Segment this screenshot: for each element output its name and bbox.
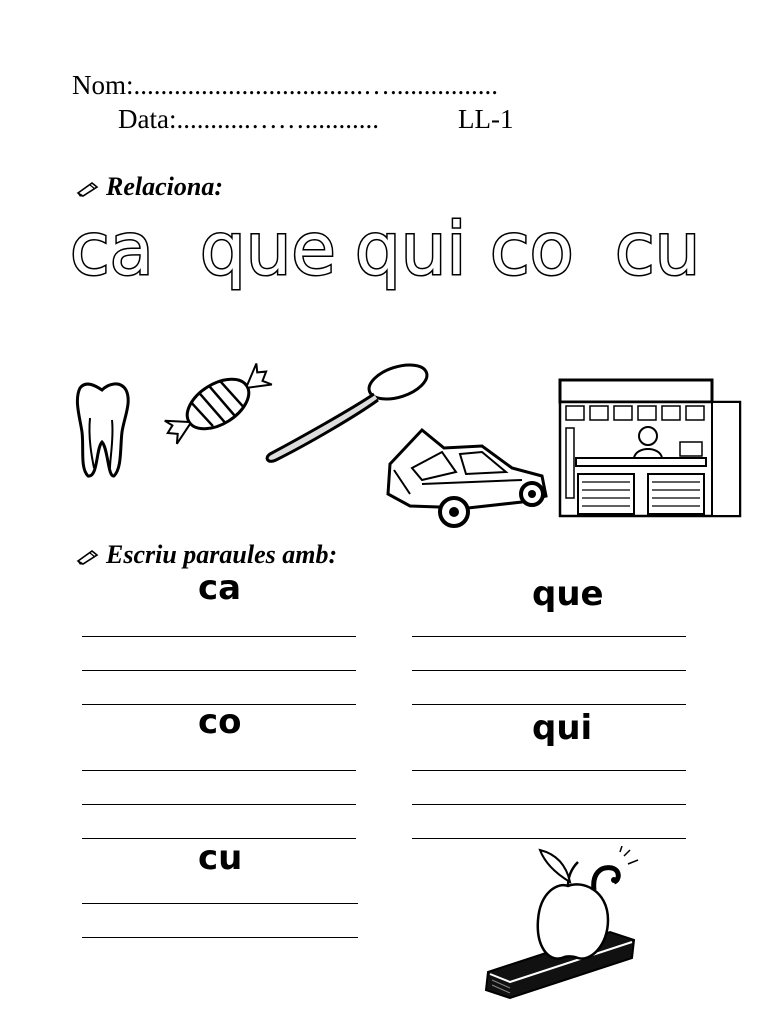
- group-label-co: co: [198, 702, 242, 742]
- writing-line[interactable]: [82, 670, 356, 671]
- kiosk-image: [556, 378, 748, 520]
- group-label-que: que: [532, 574, 604, 614]
- group-label-qui: qui: [532, 708, 593, 748]
- writing-line[interactable]: [82, 704, 356, 705]
- group-label-cu: cu: [198, 838, 243, 878]
- section-relaciona-text: Relaciona:: [106, 172, 223, 201]
- syllable-outline: cu: [615, 207, 701, 291]
- syllable-outline: qui: [355, 207, 467, 291]
- worksheet-code: LL-1: [458, 104, 514, 134]
- syllable-outline: ca: [70, 207, 154, 291]
- writing-line[interactable]: [412, 838, 686, 839]
- writing-line[interactable]: [412, 704, 686, 705]
- name-field-label: Nom:..................................…................: [72, 70, 499, 100]
- writing-line[interactable]: [412, 636, 686, 637]
- writing-line[interactable]: [82, 838, 356, 839]
- writing-line[interactable]: [412, 670, 686, 671]
- writing-line[interactable]: [82, 903, 358, 904]
- outlined-syllables: [60, 200, 720, 300]
- car-image: [382, 424, 550, 532]
- writing-line[interactable]: [82, 770, 356, 771]
- date-field-label: Data:...........……...........: [118, 104, 379, 134]
- tooth-image: [72, 378, 132, 480]
- writing-line[interactable]: [412, 804, 686, 805]
- apple-book-image: [482, 846, 642, 1000]
- writing-line[interactable]: [82, 804, 356, 805]
- writing-line[interactable]: [82, 636, 356, 637]
- syllable-outline: que: [200, 207, 336, 291]
- syllable-outline: co: [490, 207, 574, 291]
- section-escriu-text: Escriu paraules amb:: [106, 540, 338, 569]
- group-label-ca: ca: [198, 568, 242, 608]
- pencil-icon: [76, 542, 100, 572]
- writing-line[interactable]: [412, 770, 686, 771]
- writing-line[interactable]: [82, 937, 358, 938]
